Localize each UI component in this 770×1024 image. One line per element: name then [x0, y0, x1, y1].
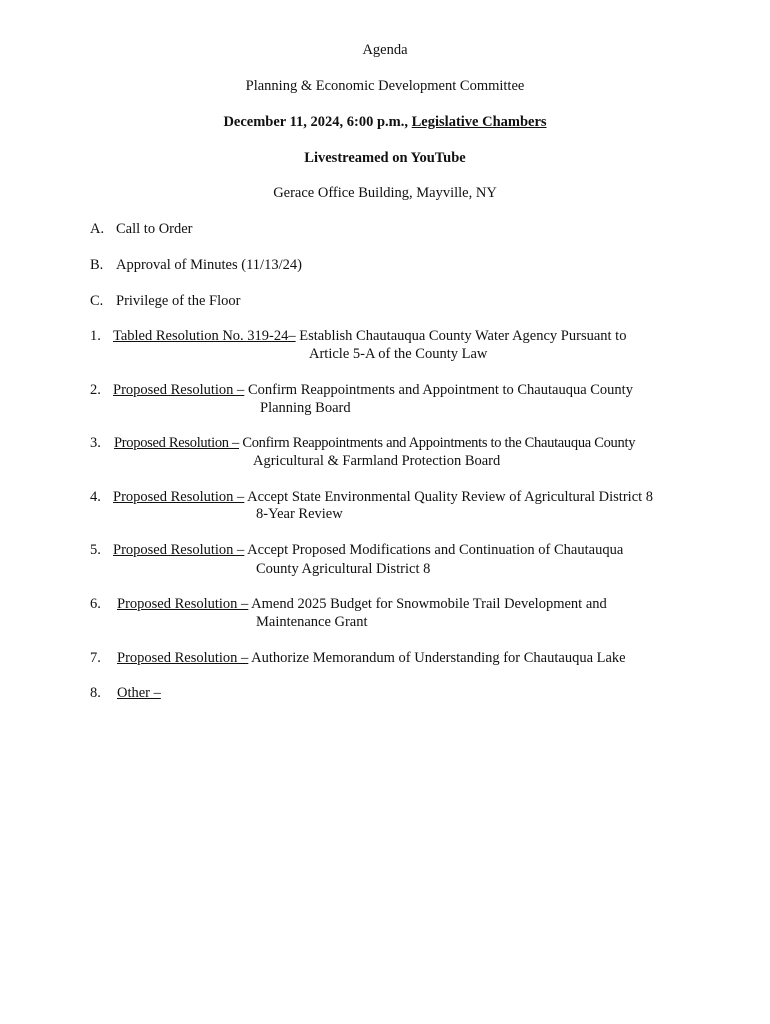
item-line-1 — [113, 489, 653, 506]
item-marker: B. — [90, 257, 104, 273]
item-marker: 4. — [90, 489, 101, 505]
item-line-1 — [117, 650, 626, 667]
meeting-room: Legislative Chambers — [411, 114, 547, 130]
item-line-2: Maintenance Grant — [256, 614, 368, 630]
resolution-title: Confirm Reappointments and Appointment to Chautauqua County — [244, 382, 633, 398]
item-text: Call to Order — [116, 221, 193, 237]
committee-name: Planning & Economic Development Committee — [245, 78, 525, 94]
resolution-label: Proposed Resolution – — [113, 489, 245, 505]
resolution-label: Other – — [117, 685, 161, 701]
item-marker: 8. — [90, 685, 101, 701]
resolution-label: Tabled Resolution No. 319-24– — [113, 328, 296, 344]
resolution-title: Accept State Environmental Quality Review of Agricultural District 8 — [244, 489, 654, 505]
item-line-2: Agricultural & Farmland Protection Board — [253, 453, 501, 469]
resolution-label: Proposed Resolution – — [113, 542, 245, 558]
item-marker: 2. — [90, 382, 101, 398]
meeting-date-time: December 11, 2024, 6:00 p.m., — [223, 114, 409, 130]
item-line-2: Planning Board — [260, 400, 351, 416]
item-line-2: 8-Year Review — [256, 506, 343, 522]
item-marker: 1. — [90, 328, 101, 344]
resolution-title: Accept Proposed Modifications and Continuation of Chautauqua — [244, 542, 624, 558]
item-line-1 — [113, 328, 626, 345]
meeting-building: Gerace Office Building, Mayville, NY — [273, 185, 497, 201]
item-line-1 — [117, 596, 607, 613]
resolution-title: Authorize Memorandum of Understanding for Chautauqua Lake — [248, 650, 626, 666]
meeting-date-location — [0, 114, 770, 131]
resolution-label: Proposed Resolution – — [117, 596, 249, 612]
item-marker: C. — [90, 293, 104, 309]
item-text: Approval of Minutes (11/13/24) — [116, 257, 302, 273]
resolution-label: Proposed Resolution – — [113, 382, 245, 398]
item-marker: 5. — [90, 542, 101, 558]
item-line-2: County Agricultural District 8 — [256, 561, 431, 577]
item-line-1 — [114, 435, 635, 452]
item-text: Privilege of the Floor — [116, 293, 241, 309]
item-line-1 — [113, 382, 633, 399]
agenda-title: Agenda — [362, 42, 408, 58]
resolution-title: Establish Chautauqua County Water Agency Pursuant to — [295, 328, 627, 344]
item-marker: 3. — [90, 435, 101, 451]
item-marker: A. — [90, 221, 105, 237]
resolution-title: Confirm Reappointments and Appointments to the Chautauqua County — [239, 435, 636, 451]
item-marker: 6. — [90, 596, 101, 612]
resolution-label: Proposed Resolution – — [114, 435, 240, 451]
resolution-label: Proposed Resolution – — [117, 650, 249, 666]
item-line-2: Article 5-A of the County Law — [309, 346, 488, 362]
item-marker: 7. — [90, 650, 101, 666]
livestream-notice: Livestreamed on YouTube — [304, 150, 466, 166]
resolution-title: Amend 2025 Budget for Snowmobile Trail Development and — [248, 596, 607, 612]
item-line-1 — [113, 542, 623, 559]
